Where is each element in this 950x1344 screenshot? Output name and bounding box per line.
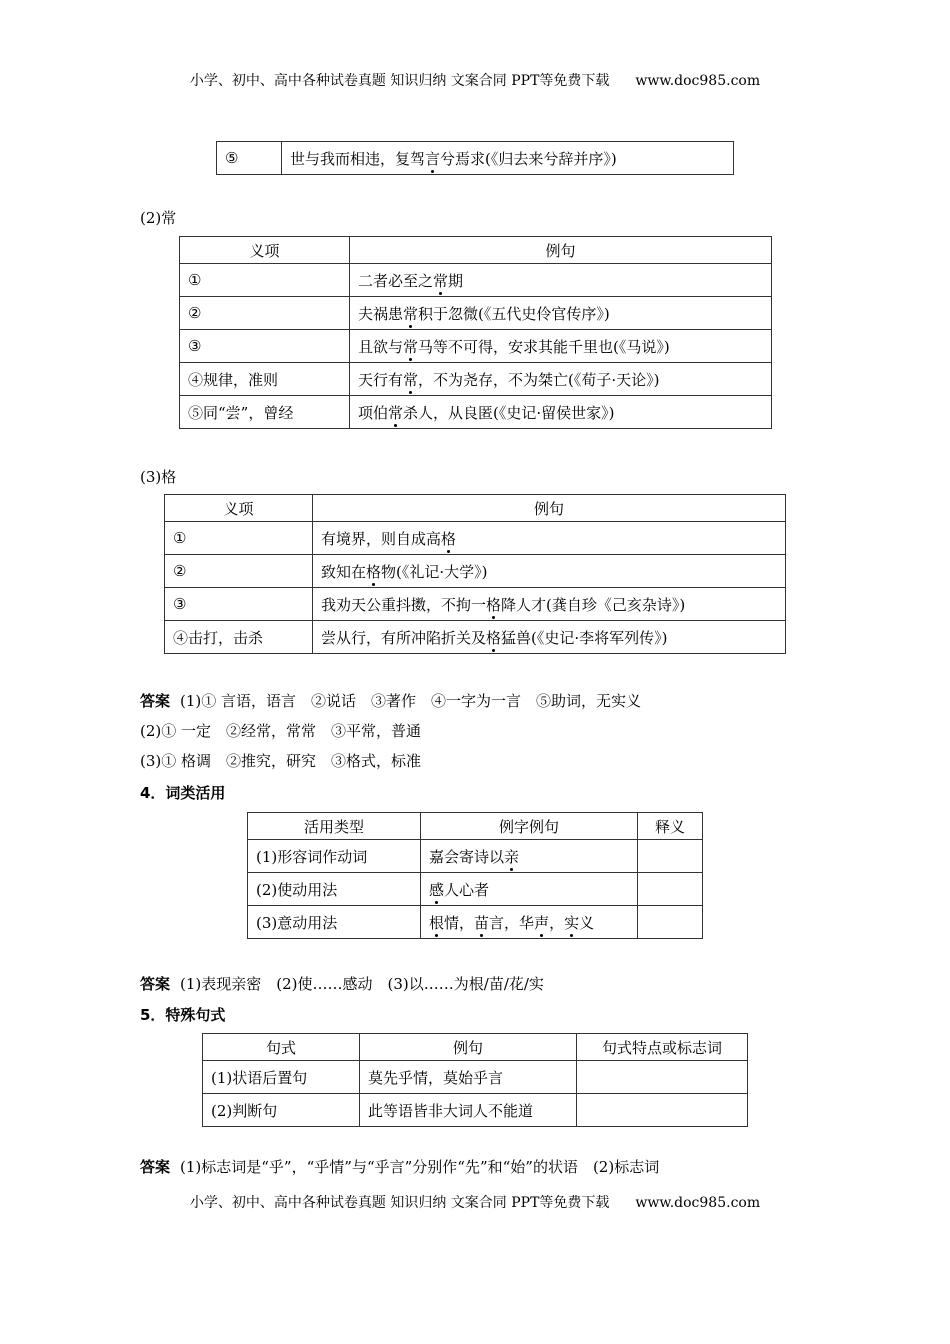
footer-site: www.doc985.com <box>635 1195 761 1211</box>
table-row: (1)状语后置句 莫先乎情，莫始乎言 <box>203 1061 748 1094</box>
example-fragment: 亲 <box>504 847 520 866</box>
sentence-pattern-table <box>202 1033 748 1127</box>
example-fragment: 嘉会寄诗以 <box>429 847 505 866</box>
page-footer <box>0 1192 950 1212</box>
example-fragment: 人心者 <box>444 880 490 899</box>
header-site: www.doc985.com <box>635 73 761 89</box>
example-fragment: 情， <box>444 913 475 932</box>
sense-cell: ⑤ <box>217 142 282 175</box>
table-row: (2)判断句 此等语皆非大词人不能道 <box>203 1094 748 1127</box>
answer-2: 答案 (1)表现亲密 (2)使……感动 (3)以……为根/苗/花/实 <box>140 975 544 993</box>
word-usage-table <box>247 812 703 939</box>
table-row: ① 有境界，则自成高格 <box>165 522 786 555</box>
table-row: (3)意动用法 根情，苗言，华声，实义 <box>248 906 703 939</box>
ge-table <box>164 494 786 654</box>
table-row: ④击打，击杀 尝从行，有所冲陷折关及格猛兽(《史记·李将军列传》) <box>165 621 786 654</box>
table-row: ② 致知在格物(《礼记·大学》) <box>165 555 786 588</box>
table-row <box>217 142 734 175</box>
example-fragment: 根 <box>429 913 445 932</box>
example-fragment: 言，华 <box>489 913 535 932</box>
example-fragment: ， <box>549 913 565 932</box>
example-fragment: 感 <box>429 880 445 899</box>
table-row: (2)使动用法 感人心者 <box>248 873 703 906</box>
header-example: 例句 <box>313 495 786 522</box>
table-row: ② 夫祸患常积于忽微(《五代史伶官传序》) <box>180 297 772 330</box>
header-sense: 义项 <box>180 237 350 264</box>
page-header <box>0 70 950 90</box>
footer-text: 小学、初中、高中各种试卷真题 知识归纳 文案合同 PPT等免费下载 <box>189 1195 610 1211</box>
header-sense: 义项 <box>165 495 313 522</box>
example-cell: 世与我而相违，复驾言兮焉求(《归去来兮辞并序》) <box>282 142 734 175</box>
answer-1-line-2: (2)① 一定 ②经常，常常 ③平常，普通 <box>140 722 422 740</box>
header-text: 小学、初中、高中各种试卷真题 知识归纳 文案合同 PPT等免费下载 <box>189 73 610 89</box>
table-header-row <box>165 495 786 522</box>
table-row: (1)形容词作动词 嘉会寄诗以亲 <box>248 840 703 873</box>
example-fragment: 实 <box>564 913 580 932</box>
table-row: ③ 且欲与常马等不可得，安求其能千里也(《马说》) <box>180 330 772 363</box>
answer-1-line-3: (3)① 格调 ②推究，研究 ③格式，标准 <box>140 752 422 770</box>
table-row: ③ 我劝天公重抖擞，不拘一格降人才(龚自珍《己亥杂诗》) <box>165 588 786 621</box>
top-row-table <box>216 141 734 175</box>
table-row: ⑤同“尝”，曾经 项伯常杀人，从良匿(《史记·留侯世家》) <box>180 396 772 429</box>
chang-label: (2)常 <box>140 209 177 227</box>
ge-label: (3)格 <box>140 468 177 486</box>
table-header-row <box>180 237 772 264</box>
table-row: ④规律，准则 天行有常，不为尧存，不为桀亡(《荀子·天论》) <box>180 363 772 396</box>
chang-table <box>179 236 772 429</box>
answer-1-line-1: 答案 (1)① 言语，语言 ②说话 ③著作 ④一字为一言 ⑤助词，无实义 <box>140 692 642 710</box>
example-fragment: 声 <box>534 913 550 932</box>
table-header-row: 句式 例句 句式特点或标志词 <box>203 1034 748 1061</box>
section-5-title: 5．特殊句式 <box>140 1006 226 1024</box>
example-fragment: 苗 <box>474 913 490 932</box>
header-example: 例句 <box>350 237 772 264</box>
answer-3: 答案 (1)标志词是“乎”，“乎情”与“乎言”分别作“先”和“始”的状语 (2)标志词 <box>140 1158 660 1176</box>
example-fragment: 义 <box>579 913 595 932</box>
section-4-title: 4．词类活用 <box>140 784 226 802</box>
table-row: ① 二者必至之常期 <box>180 264 772 297</box>
table-header-row: 活用类型 例字例句 释义 <box>248 813 703 840</box>
